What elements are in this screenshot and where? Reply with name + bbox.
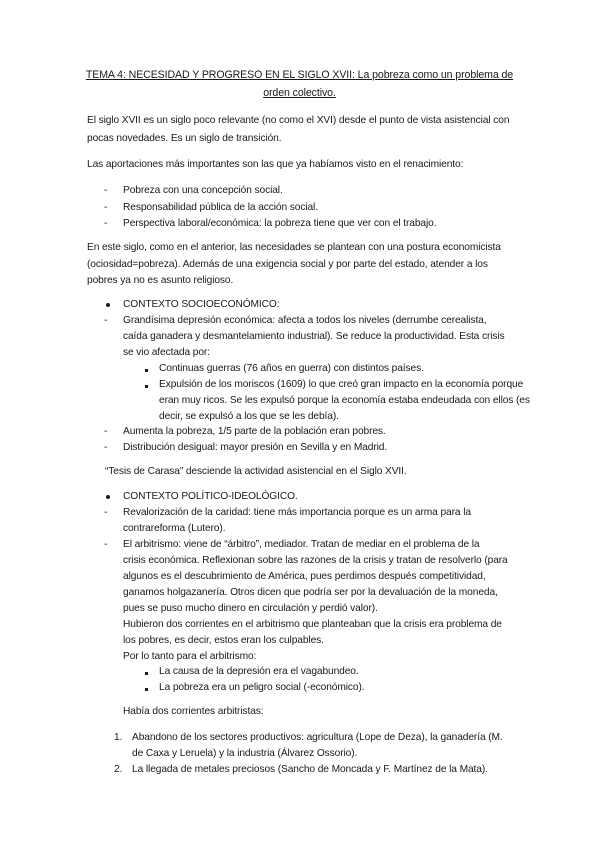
square-bullet	[145, 672, 148, 675]
crisis-cause-item: Expulsión de los moriscos (1609) lo que creó gran impacto en la economía porque	[159, 379, 524, 390]
square-bullet	[145, 688, 148, 691]
pobreza-item: Aumenta la pobreza, 1/5 parte de la población eran pobres.	[123, 426, 386, 437]
arbitrismo-line: los pobres, es decir, estos eran los culpables.	[123, 635, 324, 646]
caridad-line: contrareforma (Lutero).	[123, 523, 226, 534]
tesis-carasa: “Tesis de Carasa” desciende la actividad asistencial en el Siglo XVII.	[105, 466, 407, 477]
bullet-dot	[106, 495, 110, 499]
arbitrismo-point: La causa de la depresión era el vagabundeo.	[159, 666, 359, 677]
dash-marker: -	[104, 315, 108, 326]
section-heading-socioeconomico: CONTEXTO SOCIOECONÓMICO:	[123, 299, 280, 310]
paragraph-line: En este siglo, como en el anterior, las necesidades se plantean con una postura economicista	[87, 242, 501, 253]
arbitrismo-line: Hubieron dos corrientes en el arbitrismo que planteaban que la crisis era problema de	[123, 619, 502, 630]
arbitrismo-line: algunos es el descubrimiento de América, pues perdimos después competitividad,	[123, 571, 486, 582]
dash-marker: -	[104, 426, 108, 437]
arbitrismo-line: Por lo tanto para el arbitrismo:	[123, 651, 257, 662]
paragraph-line: (ociosidad=pobreza). Además de una exigencia social y por parte del estado, atender a los	[87, 259, 488, 270]
arbitrismo-point: La pobreza era un peligro social (-económico).	[159, 682, 365, 693]
dash-marker: -	[104, 442, 108, 453]
bullet-dot	[106, 303, 110, 307]
corriente-item: de Caxa y Leruela) y la industria (Álvarez Ossorio).	[132, 748, 358, 759]
dash-marker: -	[104, 185, 108, 196]
aportacion-item: Perspectiva laboral/económica: la pobreza tiene que ver con el trabajo.	[123, 218, 437, 229]
dash-marker: -	[104, 218, 108, 229]
crisis-cause-item: Continuas guerras (76 años en guerra) con distintos países.	[159, 363, 424, 374]
intro-line: El siglo XVII es un siglo poco relevante (no como el XVI) desde el punto de vista asistencial con	[87, 115, 510, 126]
aportacion-item: Pobreza con una concepción social.	[123, 185, 283, 196]
depresion-line: Grandísima depresión económica: afecta a todos los niveles (derrumbe cerealista,	[123, 315, 487, 326]
square-bullet	[145, 385, 148, 388]
corriente-item: Abandono de los sectores productivos: agricultura (Lope de Deza), la ganadería (M.	[132, 732, 503, 743]
paragraph-line: pobres ya no es asunto religioso.	[87, 275, 234, 286]
square-bullet	[145, 369, 148, 372]
arbitrismo-line: crisis económica. Reflexionan sobre las razones de la crisis y tratan de resolverlo (para	[123, 555, 508, 566]
arbitrismo-line: pues se puso mucho dinero en circulación y perdió valor).	[123, 603, 378, 614]
depresion-line: caída ganadera y desmantelamiento industrial). Se reduce la productividad. Esta crisis	[123, 331, 505, 342]
list-number: 2.	[114, 764, 123, 775]
list-number: 1.	[114, 732, 123, 743]
intro-line: pocas novedades. Es un siglo de transición.	[87, 133, 282, 144]
dash-marker: -	[104, 539, 108, 550]
arbitrismo-line: ganamos holgazanería. Otros dicen que podría ser por la devaluación de la moneda,	[123, 587, 498, 598]
corrientes-intro: Había dos corrientes arbitristas:	[123, 706, 264, 717]
dash-marker: -	[104, 507, 108, 518]
crisis-cause-item: eran muy ricos. Se les expulsó porque la economía estaba endeudada con ellos (es	[159, 395, 530, 406]
caridad-line: Revalorización de la caridad: tiene más importancia porque es un arma para la	[123, 507, 471, 518]
document-title-line-1: TEMA 4: NECESIDAD Y PROGRESO EN EL SIGLO XVII: La pobreza como un problema de	[85, 69, 514, 81]
distribucion-item: Distribución desigual: mayor presión en Sevilla y en Madrid.	[123, 442, 388, 453]
corriente-item: La llegada de metales preciosos (Sancho de Moncada y F. Martínez de la Mata).	[132, 764, 488, 775]
aportacion-item: Responsabilidad pública de la acción social.	[123, 202, 318, 213]
aportaciones-intro: Las aportaciones más importantes son las que ya habíamos visto en el renacimiento:	[87, 159, 464, 170]
depresion-line: se vio afectada por:	[123, 347, 210, 358]
arbitrismo-line: El arbitrismo: viene de “árbitro”, mediador. Tratan de mediar en el problema de la	[123, 539, 480, 550]
section-heading-politico: CONTEXTO POLÍTICO-IDEOLÓGICO.	[123, 491, 298, 502]
document-title-line-2: orden colectivo.	[263, 87, 336, 99]
dash-marker: -	[104, 202, 108, 213]
crisis-cause-item: decir, se expulsó a los que se les debía).	[159, 411, 339, 422]
